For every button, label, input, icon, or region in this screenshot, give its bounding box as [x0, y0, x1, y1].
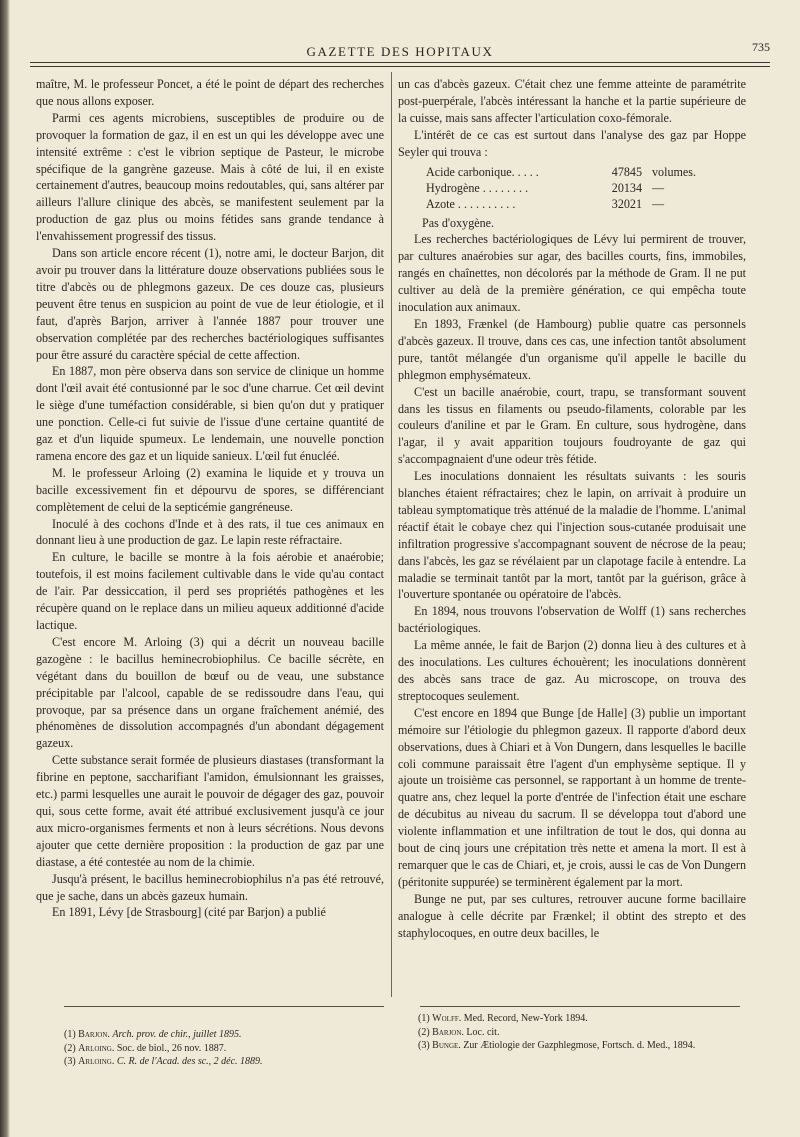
- footnote-text: Loc. cit.: [466, 1026, 500, 1038]
- gas-name: Acide carbonique. . . . .: [426, 164, 539, 179]
- footnote-author: Arloing.: [78, 1042, 115, 1054]
- paragraph: L'intérêt de ce cas est surtout dans l'analyse des gaz par Hoppe Seyler qui trouva :: [398, 127, 746, 159]
- gas-name: Hydrogène . . . . . . . .: [426, 180, 529, 195]
- gas-value: 32021: [611, 196, 642, 211]
- footnote-number: (1): [64, 1029, 76, 1040]
- table-row: [426, 196, 746, 212]
- footnote: [64, 1028, 384, 1042]
- paragraph: C'est un bacille anaérobie, court, trapu, se transformant souvent dans les tissus en filaments ou pseudo-filaments, colorable par les couleurs d'aniline et par le Gram. En culture, sous hydrogène, dans l'agar, il y avait apparition toujours foudroyante de gaz qui s'accompagnaient d'une odeur très fétide.: [398, 384, 746, 467]
- paragraph: Bunge ne put, par ses cultures, retrouver aucune forme bacillaire analogue à celle décrite par Frænkel; il obtint des strepto et des staphylocoques, en outre deux bacilles, le: [398, 891, 746, 940]
- footnote-author: Wolff.: [432, 1013, 462, 1024]
- gas-unit: —: [652, 196, 665, 211]
- paragraph: maître, M. le professeur Poncet, a été le point de départ des recherches que nous allons exposer.: [36, 77, 384, 108]
- paragraph: un cas d'abcès gazeux. C'était chez une femme atteinte de paramétrite post-puerpérale, l'abcès intéressant la hanche et la partie supérieure de la cuisse, mais sans affecter l'articulation coxo-fémorale.: [398, 77, 746, 125]
- gas-value: 20134: [611, 180, 642, 195]
- paragraph: Parmi ces agents microbiens, susceptibles de produire ou de provoquer la formation de gaz, il en est un qui les développe avec une intensité extrême : c'est le vibrion septique de Pasteur, le microbe spécifique de la gangrène gazeuse. Mais à côté de lui, il en existe certainement d'autres, beaucoup moins redoutables, qui, sans altérer par ailleurs l'allure clinique des abcès, se manifestent seulement par la production de gaz plus ou moins fétides sans grande tendance à l'envahissement progressif des tissus.: [36, 110, 384, 244]
- paragraph: En culture, le bacille se montre à la fois aérobie et anaérobie; toutefois, il est moins facilement cultivable dans le vide qu'au contact de l'air. Par dessiccation, il perd ses propriétés pathogènes et les récupère quand on le replace dans un milieu aqueux additionné d'acide lactique.: [36, 550, 384, 632]
- gas-unit: —: [652, 180, 665, 195]
- footnote-rule: [64, 1006, 384, 1007]
- footnote-text: Arch. prov. de chir., juillet 1895.: [112, 1029, 242, 1040]
- header-rule: [30, 62, 770, 63]
- paragraph: Les inoculations donnaient les résultats suivants : les souris blanches étaient réfractaires; chez le lapin, on arrivait à produire un tableau symptomatique très atténué de la maladie de l'homme. L'animal réactif était le cobaye chez qui l'injection sous-cutanée produisait une infiltration progressive s'accompagnant souvent de nécrose de la peau; dans l'abcès, les gaz se révélaient par un clapotage facile à entendre. La maladie se terminait tantôt par la mort, tantôt par la guérison, grâce à l'ouverture spontanée ou opératoire de l'abcès.: [398, 469, 746, 602]
- footnote-number: (2): [418, 1026, 430, 1038]
- paragraph: C'est encore en 1894 que Bunge [de Halle] (3) publie un important mémoire sur l'étiologie du phlegmon gazeux. Il rapporte d'abord deux observations, dues à Chiari et à Von Dungern, dans lesquelles le bacille coli commune paraissait être l'agent d'un emphysème septique. Il y ajoute un troisième cas personnel, se rapportant à un homme de trente-quatre ans, chez lequel la porte d'entrée de l'infection était une eschare de décubitus au niveau du sacrum. Il se développa tout d'abord une violente inflammation et une infiltration de tout le dos, qui donna au bout de cinq jours une crépitation très nette et amena la mort. Il est à remarquer que le cas de Chiari, et, je crois, aussi le cas de Von Dungern (péritonite suppurée) se terminèrent également par la mort.: [398, 705, 746, 889]
- gas-value: 47845: [611, 164, 642, 179]
- table-row: [426, 180, 746, 196]
- footnote: [418, 1039, 758, 1053]
- paragraph: En 1893, Frænkel (de Hambourg) publie quatre cas personnels d'abcès gazeux. Il trouve, dans ces cas, une infection tantôt absolument pure, tantôt mélangée d'un organisme qu'il appelle le bacille du phlegmon emphysémateux.: [398, 316, 746, 382]
- paragraph: Inoculé à des cochons d'Inde et à des rats, il tue ces animaux en donnant lieu à une production de gaz. Le lapin reste réfractaire.: [36, 516, 384, 548]
- footnote-author: Barjon.: [78, 1029, 110, 1040]
- right-column: [398, 76, 746, 942]
- footnote-text: Med. Record, New-York 1894.: [463, 1013, 588, 1024]
- footnote-number: (2): [64, 1042, 76, 1054]
- footnote-author: Arloing.: [78, 1056, 115, 1067]
- footnote-author: Barjon.: [432, 1026, 464, 1038]
- paragraph: C'est encore M. Arloing (3) qui a décrit un nouveau bacille gazogène : le bacillus heminecrobiophilus. Ce bacille sécrète, en végétant dans du bouillon de bœuf ou de veau, une substance précipitable par l'alcool, capable de se redissoudre dans l'eau, qui provoque, par sa présence dans un organe fraîchement anémié, des phénomènes de dissolution accompagnés d'un abondant dégagement gazeux.: [36, 634, 384, 751]
- paragraph: M. le professeur Arloing (2) examina le liquide et y trouva un bacille excessivement fin et dépourvu de spores, se différenciant complètement de celui de la septicémie gangréneuse.: [36, 465, 384, 514]
- paragraph: En 1891, Lévy [de Strasbourg] (cité par Barjon) a publié: [52, 905, 326, 920]
- gas-analysis-table: [426, 164, 746, 212]
- footnote: [64, 1042, 384, 1056]
- paragraph: Jusqu'à présent, le bacillus heminecrobiophilus n'a pas été retrouvé, que je sache, dans un abcès gazeux humain.: [36, 871, 384, 903]
- page-binding-edge: [0, 0, 10, 1137]
- paragraph: Cette substance serait formée de plusieurs diastases (transformant la fibrine en peptone, saccharifiant l'amidon, émulsionnant les graisses, etc.) parmi lesquelles une aurait le pouvoir de dégager des gaz, pouvoir qui, sous cette forme, avait été attribué exclusivement jusqu'à ce jour aux micro-organismes ferments et non à leurs sécrétions. Nous devons ajouter que cette dernière proposition : la production de gaz par une diastase, a été contestée au nom de la chimie.: [36, 753, 384, 869]
- footnote-rule: [420, 1006, 740, 1007]
- footnotes-left: [64, 1028, 384, 1069]
- footnote: [418, 1012, 758, 1026]
- footnote: [64, 1055, 384, 1069]
- table-row: [426, 164, 746, 180]
- left-column: [36, 76, 384, 921]
- footnote-text: C. R. de l'Acad. des sc., 2 déc. 1889.: [116, 1056, 263, 1067]
- footnote-number: (3): [418, 1040, 430, 1051]
- running-title: GAZETTE DES HOPITAUX: [306, 44, 494, 59]
- column-divider: [391, 72, 392, 997]
- footnote-number: (1): [418, 1013, 430, 1024]
- footnote-text: Zur Ætiologie der Gazphlegmose, Fortsch. d. Med., 1894.: [463, 1040, 696, 1051]
- gas-unit: volumes.: [652, 164, 697, 179]
- paragraph: Dans son article encore récent (1), notre ami, le docteur Barjon, dit avoir pu trouver dans la littérature douze observations publiées sous le titre d'abcès ou de phlegmons gazeux. De ces douze cas, plusieurs peuvent être tenus en suspicion au point de vue de leur étiologie, et il faut, d'après Barjon, arriver à l'année 1887 pour trouver une observation complétée par des recherches bactériologiques suffisantes pour être assuré du caractère spécial de cette affection.: [36, 246, 384, 362]
- paragraph: Pas d'oxygène.: [422, 215, 495, 230]
- footnote-author: Bunge.: [432, 1040, 461, 1051]
- page-number: 735: [752, 40, 770, 54]
- paragraph: La même année, le fait de Barjon (2) donna lieu à des cultures et à des inoculations. Les cultures échouèrent; les inoculations donnèrent des abcès sans trace de gaz. Au microscope, on trouva des streptocoques seulement.: [398, 638, 746, 703]
- footnotes-right: [418, 1012, 758, 1053]
- footnote-text: Soc. de biol., 26 nov. 1887.: [116, 1042, 227, 1054]
- paragraph: En 1894, nous trouvons l'observation de Wolff (1) sans recherches bactériologiques.: [398, 604, 746, 636]
- footnote-number: (3): [64, 1056, 76, 1067]
- paragraph: En 1887, mon père observa dans son service de clinique un homme dont l'œil avait été contusionné par le soc d'une charrue. Cet œil devint le siège d'une tuméfaction considérable, si bien qu'on dut y pratiquer une ponction. Celle-ci fut suivie de l'issue d'une certaine quantité de gaz et d'un liquide spumeux. Le lendemain, une nouvelle ponction ramena encore des gaz et un liquide sanieux. L'œil fut énucléé.: [36, 364, 384, 463]
- paragraph: Les recherches bactériologiques de Lévy lui permirent de trouver, par cultures anaérobies sur agar, des bacilles courts, fins, immobiles, rangés en chaînettes, non décolorés par la méthode de Gram. Il ne put cultiver au delà de la première génération, ce qui empêcha toute inoculation aux animaux.: [398, 232, 746, 315]
- gas-name: Azote . . . . . . . . . .: [426, 196, 516, 211]
- header-rule-double: [30, 66, 770, 67]
- footnote: [418, 1026, 758, 1040]
- page-header: [30, 38, 770, 62]
